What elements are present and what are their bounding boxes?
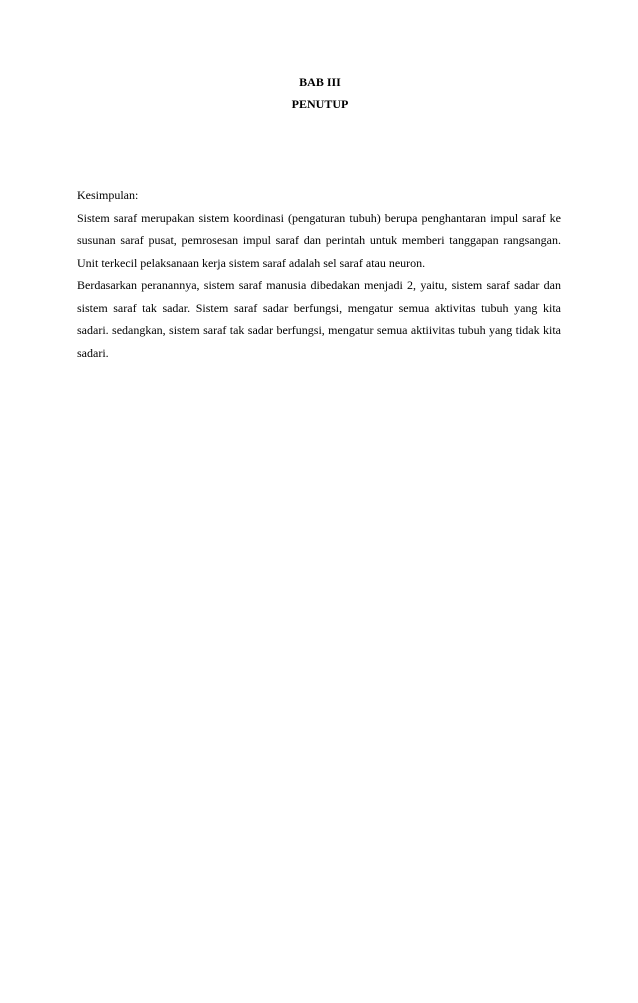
chapter-title: [0, 96, 638, 112]
paragraph: Sistem saraf merupakan sistem koordinasi (pengaturan tubuh) berupa penghantaran impul saraf ke susunan saraf pusat, pemrosesan impul saraf dan perintah untuk memberi tanggapan rangsangan. Unit terkecil pelaksanaan kerja sistem saraf adalah sel saraf atau neuron.: [77, 210, 561, 270]
chapter-number: BAB III: [299, 75, 341, 89]
chapter-heading: [0, 74, 638, 90]
conclusion-section: [77, 184, 561, 364]
paragraph: Berdasarkan peranannya, sistem saraf manusia dibedakan menjadi 2, yaitu, sistem saraf sadar dan sistem saraf tak sadar. Sistem saraf sadar berfungsi, mengatur semua aktivitas tubuh yang kita sadari. sedangkan, sistem saraf tak sadar berfungsi, mengatur semua aktiivitas tubuh yang tidak kita sadari.: [77, 278, 561, 360]
section-label: Kesimpulan:: [77, 188, 139, 202]
chapter-title-text: PENUTUP: [291, 97, 349, 111]
